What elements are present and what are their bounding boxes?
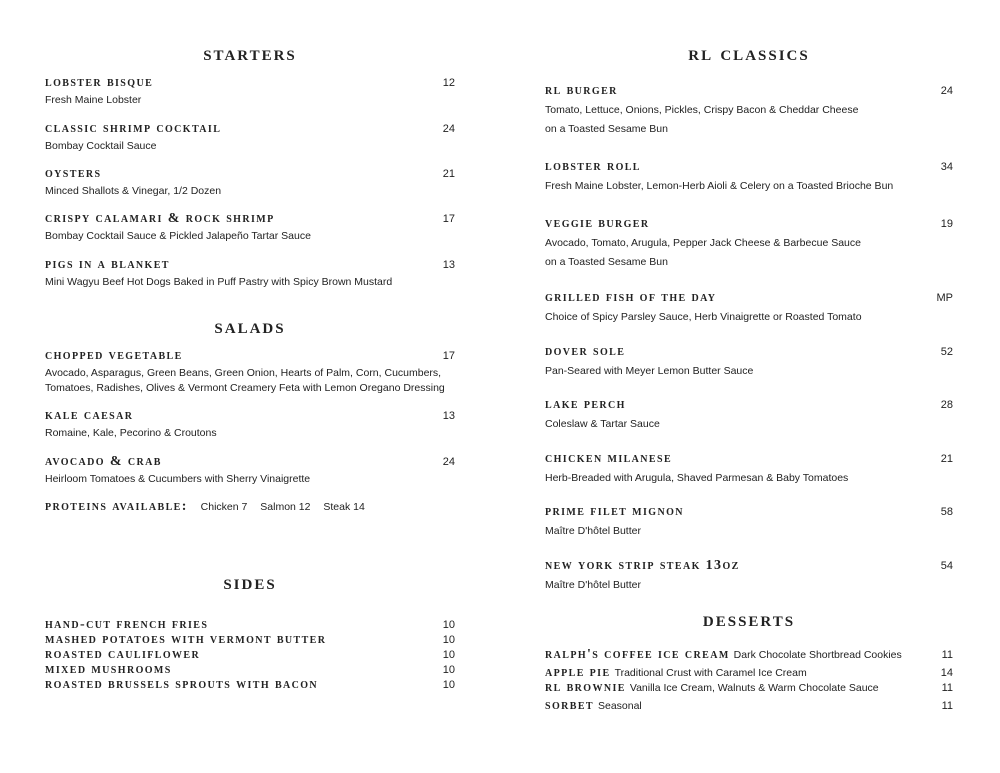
item-name: prime filet mignon [545,504,684,519]
dessert-name: apple pie [545,665,611,680]
sides-heading: sides [223,570,277,594]
menu-item [545,83,953,139]
item-name: crispy calamari & rock shrimp [45,211,275,226]
item-price: 21 [442,168,455,180]
item-name: veggie burger [545,216,650,231]
side-item [45,677,455,693]
menu-item [45,121,455,154]
item-description: Maître D'hôtel Butter [545,579,641,591]
item-name: lobster roll [545,159,641,174]
protein-salmon: Salmon 12 [260,501,311,513]
proteins-row [45,499,455,515]
item-price: 12 [442,77,455,89]
item-name: mixed mushrooms [45,662,172,677]
item-name: avocado & crab [45,454,162,469]
menu-item [45,75,455,108]
dessert-item [545,698,953,714]
item-price: 10 [442,634,455,646]
proteins-label: proteins available: [45,499,188,514]
item-name: kale caesar [45,408,134,423]
menu-item [545,558,953,595]
proteins-available [45,499,455,515]
item-price: 34 [940,161,953,173]
item-price: 19 [940,218,953,230]
item-name: mashed potatoes with vermont butter [45,632,327,647]
dessert-item [545,647,953,663]
item-description: Fresh Maine Lobster [45,94,142,106]
item-price: 13 [442,410,455,422]
item-name: new york strip steak 13oz [545,558,740,573]
menu-item [45,348,455,396]
side-item [45,632,455,648]
desserts-heading: desserts [702,607,796,631]
item-name: oysters [45,166,102,181]
item-price: 28 [940,399,953,411]
menu-item [545,451,953,488]
item-price: 10 [442,649,455,661]
item-price: 11 [941,700,953,712]
item-name: rl burger [545,83,618,98]
item-description: Maître D'hôtel Butter [545,525,641,537]
menu-item [545,159,953,196]
dessert-name: ralph's coffee ice cream [545,647,730,662]
menu-item [545,216,953,272]
item-description: Dark Chocolate Shortbread Cookies [733,649,902,661]
item-price: 10 [442,619,455,631]
item-price: 24 [940,85,953,97]
item-price: 10 [442,679,455,691]
item-name: grilled fish of the day [545,290,717,305]
item-description: Tomato, Lettuce, Onions, Pickles, Crispy Bacon & Cheddar Cheese [545,104,859,116]
item-description: Minced Shallots & Vinegar, 1/2 Dozen [45,185,222,197]
protein-steak: Steak 14 [323,501,365,513]
item-name: chopped vegetable [45,348,183,363]
dessert-name: rl brownie [545,680,626,695]
dessert-item [545,665,953,681]
item-price: 11 [941,649,953,661]
item-description: Avocado, Asparagus, Green Beans, Green Onion, Hearts of Palm, Corn, Cucumbers, [45,367,442,379]
item-description: Fresh Maine Lobster, Lemon-Herb Aioli & Celery on a Toasted Brioche Bun [545,180,894,192]
item-name: lake perch [545,397,626,412]
item-name [545,698,953,714]
menu-item [545,344,953,381]
item-price: 14 [940,667,953,679]
item-price: 24 [442,456,455,468]
item-name: roasted cauliflower [45,647,201,662]
item-description-line-2: on a Toasted Sesame Bun [545,256,668,268]
item-name: hand-cut french fries [45,617,209,632]
menu-item [45,166,455,199]
dessert-item [545,680,953,696]
item-description: Mini Wagyu Beef Hot Dogs Baked in Puff Pastry with Spicy Brown Mustard [45,276,393,288]
menu-item [545,504,953,541]
item-name: dover sole [545,344,626,359]
item-price: 17 [442,213,455,225]
item-name: pigs in a blanket [45,257,170,272]
item-description: Heirloom Tomatoes & Cucumbers with Sherry Vinaigrette [45,473,311,485]
item-price: 54 [940,560,953,572]
item-description: Traditional Crust with Caramel Ice Cream [614,667,807,679]
protein-chicken: Chicken 7 [200,501,248,513]
item-price: 11 [941,682,953,694]
dessert-name: sorbet [545,698,594,713]
menu-item [545,397,953,434]
item-price: MP [936,292,953,304]
menu-item [45,454,455,487]
menu-item [545,290,953,327]
item-price: 24 [442,123,455,135]
item-description: Pan-Seared with Meyer Lemon Butter Sauce [545,365,754,377]
item-description: Choice of Spicy Parsley Sauce, Herb Vinaigrette or Roasted Tomato [545,311,862,323]
item-name: chicken milanese [545,451,673,466]
item-description-line-2: Tomatoes, Radishes, Olives & Vermont Creamery Feta with Lemon Oregano Dressing [45,382,445,394]
classics-heading: rl classics [688,41,810,65]
menu-item [45,408,455,441]
item-price: 52 [940,346,953,358]
side-item [45,662,455,678]
item-price: 58 [940,506,953,518]
item-description: Avocado, Tomato, Arugula, Pepper Jack Cheese & Barbecue Sauce [545,237,861,249]
item-description-line-2: on a Toasted Sesame Bun [545,123,668,135]
item-name [545,647,953,663]
item-price: 21 [940,453,953,465]
menu-item [45,211,455,244]
item-description: Bombay Cocktail Sauce & Pickled Jalapeño Tartar Sauce [45,230,311,242]
item-name: lobster bisque [45,75,154,90]
item-name [545,680,953,696]
item-price: 13 [442,259,455,271]
item-price: 17 [442,350,455,362]
item-description: Coleslaw & Tartar Sauce [545,418,660,430]
side-item [45,617,455,633]
item-price: 10 [442,664,455,676]
side-item [45,647,455,663]
item-description: Seasonal [597,700,642,712]
item-name: classic shrimp cocktail [45,121,222,136]
item-description: Herb-Breaded with Arugula, Shaved Parmesan & Baby Tomatoes [545,472,849,484]
item-description: Vanilla Ice Cream, Walnuts & Warm Chocolate Sauce [629,682,879,694]
item-name: roasted brussels sprouts with bacon [45,677,319,692]
salads-heading: salads [214,314,286,338]
item-description: Romaine, Kale, Pecorino & Croutons [45,427,217,439]
item-name [545,665,953,681]
starters-heading: starters [203,41,297,65]
item-description: Bombay Cocktail Sauce [45,140,157,152]
menu-item [45,257,455,290]
